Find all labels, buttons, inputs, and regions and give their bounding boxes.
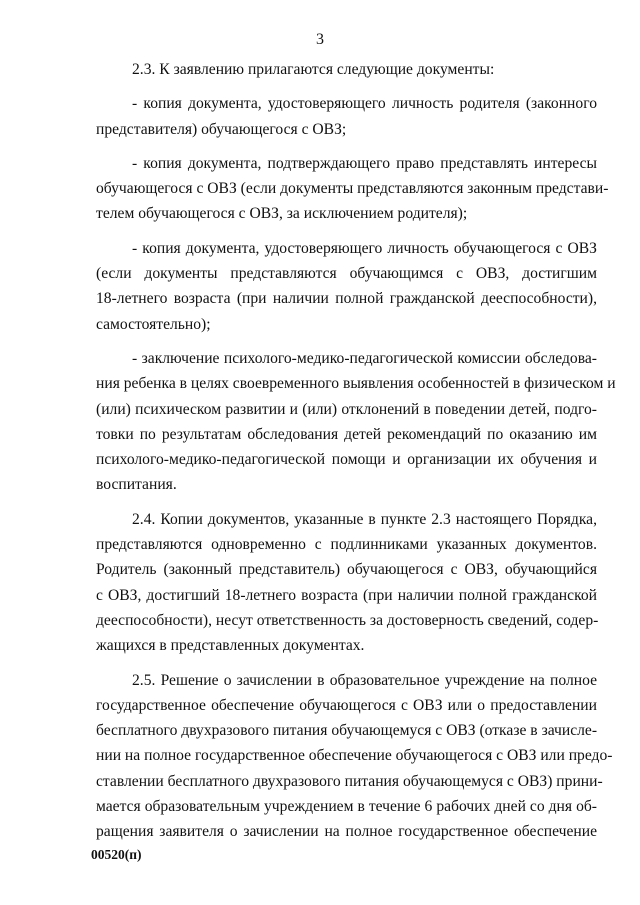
text-line: представителя) обучающегося с ОВЗ;: [96, 120, 347, 138]
text-line: дееспособности), несут ответственность за достоверность сведений, содер-: [96, 611, 599, 629]
text-line: - копия документа, удостоверяющего личность обучающегося с ОВЗ: [132, 239, 597, 257]
text-line: - заключение психолого-медико-педагогической комиссии обследова-: [132, 349, 597, 367]
text-line: (если документы представляются обучающимся с ОВЗ, достигшим: [96, 265, 597, 283]
text-line: 2.5. Решение о зачислении в образовательное учреждение на полное: [132, 671, 597, 689]
text-line: - копия документа, подтверждающего право представлять интересы: [132, 154, 597, 172]
paragraph: [96, 151, 609, 227]
text-line: ния ребенка в целях своевременного выявления особенностей в физическом и: [96, 375, 616, 393]
page-number: 3: [316, 31, 324, 48]
text-line: нии на полное государственное обеспечение обучающегося с ОВЗ или предо-: [96, 747, 613, 765]
text-line: - копия документа, удостоверяющего личность родителя (законного: [132, 95, 597, 113]
text-line: 18-летнего возраста (при наличии полной гражданской дееспособности),: [96, 290, 597, 308]
paragraph: [96, 507, 597, 659]
paragraph: [96, 57, 597, 82]
text-line: самостоятельно);: [96, 315, 211, 333]
paragraph: [96, 668, 613, 845]
text-line: Родитель (законный представитель) обучающегося с ОВЗ, обучающийся: [96, 561, 597, 579]
text-line: бесплатного двухразового питания обучающемуся с ОВЗ (отказе в зачисле-: [96, 722, 598, 740]
text-line: товки по результатам обследования детей рекомендаций по оказанию им: [96, 425, 597, 443]
text-line: ставлении бесплатного двухразового питания обучающемуся с ОВЗ) прини-: [96, 772, 603, 790]
text-line: воспитания.: [96, 476, 177, 494]
paragraph: [96, 91, 597, 142]
text-line: ращения заявителя о зачислении на полное государственное обеспечение: [96, 823, 597, 841]
text-line: телем обучающегося с ОВЗ, за исключением родителя);: [96, 205, 468, 223]
text-line: представляются одновременно с подлинниками указанных документов.: [96, 536, 597, 554]
paragraph: [96, 346, 616, 498]
text-line: 2.4. Копии документов, указанные в пункте 2.3 настоящего Порядка,: [132, 510, 597, 528]
text-line: (или) психическом развитии и (или) отклонений в поведении детей, подго-: [96, 400, 597, 418]
paragraph: [96, 236, 597, 337]
text-line: с ОВЗ, достигший 18-летнего возраста (при наличии полной гражданской: [96, 586, 597, 604]
text-line: государственное обеспечение обучающегося с ОВЗ или о предоставлении: [96, 696, 597, 714]
document-body: [96, 57, 616, 845]
footer-document-code: 00520(п): [91, 847, 142, 862]
text-line: жащихся в представленных документах.: [96, 637, 365, 655]
text-line: мается образовательным учреждением в течение 6 рабочих дней со дня об-: [96, 798, 597, 816]
text-line: обучающегося с ОВЗ (если документы представляются законным представи-: [96, 180, 609, 198]
text-line: 2.3. К заявлению прилагаются следующие документы:: [132, 61, 495, 78]
text-line: психолого-медико-педагогической помощи и организации их обучения и: [96, 451, 597, 469]
